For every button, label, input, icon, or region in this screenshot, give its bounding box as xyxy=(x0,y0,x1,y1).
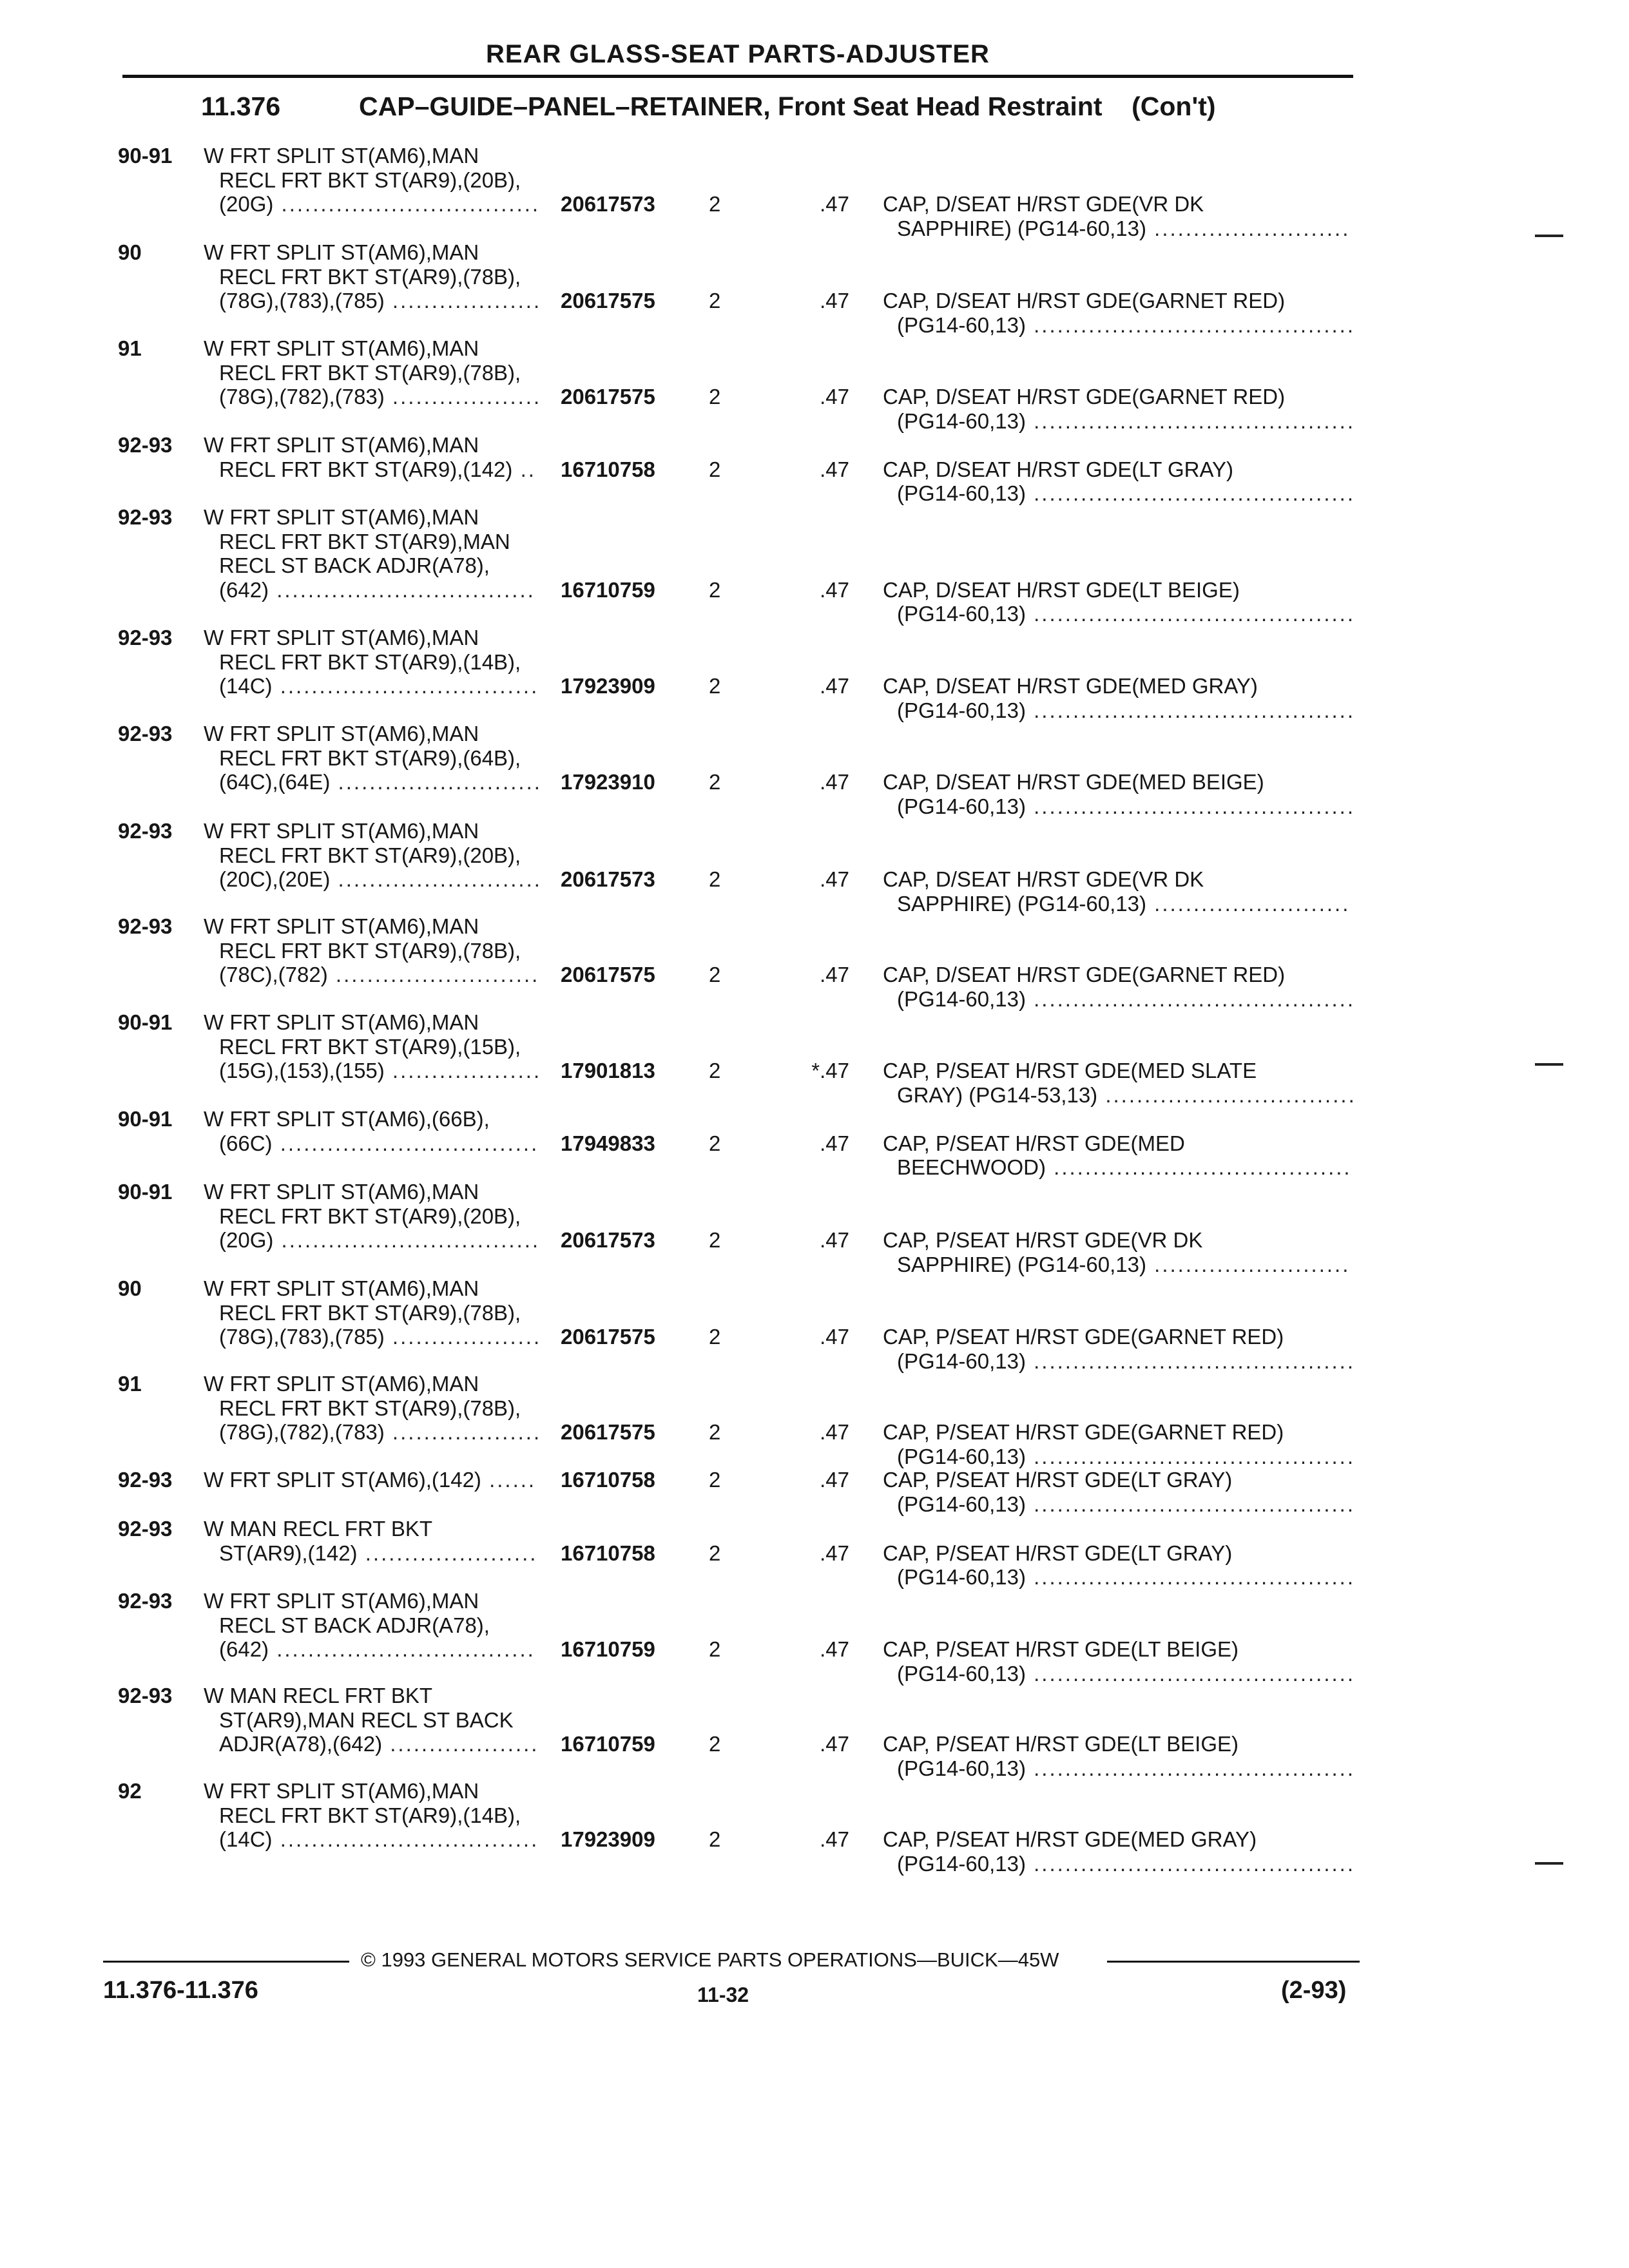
part-name: CAP, P/SEAT H/RST GDE(MED SLATE xyxy=(883,1059,1257,1083)
quantity: 2 xyxy=(709,457,721,481)
part-name: CAP, P/SEAT H/RST GDE(LT GRAY) xyxy=(883,1541,1233,1565)
usage-description: RECL FRT BKT ST(AR9),(142) .. xyxy=(219,457,536,481)
model-years: 92-93 xyxy=(118,1684,173,1707)
quantity: 2 xyxy=(709,385,721,409)
usage-description: W FRT SPLIT ST(AM6),MAN xyxy=(204,1180,479,1204)
price: .47 xyxy=(820,457,849,481)
usage-description: ADJR(A78),(642) ................... xyxy=(219,1732,539,1756)
price: .47 xyxy=(820,1827,849,1852)
part-name: CAP, D/SEAT H/RST GDE(GARNET RED) xyxy=(883,289,1286,313)
part-name: (PG14-60,13) ......................................... xyxy=(897,1565,1356,1590)
usage-description: W MAN RECL FRT BKT xyxy=(204,1517,433,1541)
price: .47 xyxy=(820,963,849,987)
part-number: 16710759 xyxy=(561,1732,655,1756)
quantity: 2 xyxy=(709,289,721,313)
usage-description: ST(AR9),(142) ...................... xyxy=(219,1541,538,1565)
price: .47 xyxy=(820,1541,849,1565)
usage-description: (78C),(782) .......................... xyxy=(219,963,540,987)
part-name: (PG14-60,13) ......................................... xyxy=(897,1661,1356,1686)
model-years: 92-93 xyxy=(118,1589,173,1613)
part-number: 17949833 xyxy=(561,1131,655,1155)
part-name: (PG14-60,13) ......................................... xyxy=(897,1349,1356,1373)
usage-description: (78G),(783),(785) ................... xyxy=(219,289,542,313)
quantity: 2 xyxy=(709,1228,721,1253)
usage-description: (642) ................................. xyxy=(219,1637,535,1662)
footer-range: 11.376-11.376 xyxy=(103,1977,258,2004)
usage-description: RECL FRT BKT ST(AR9),(14B), xyxy=(219,649,521,674)
model-years: 92-93 xyxy=(118,1517,173,1541)
part-name: (PG14-60,13) ......................................... xyxy=(897,1756,1356,1780)
quantity: 2 xyxy=(709,1131,721,1155)
part-name: CAP, P/SEAT H/RST GDE(LT BEIGE) xyxy=(883,1637,1239,1662)
margin-mark xyxy=(1535,1862,1563,1865)
usage-description: (66C) ................................. xyxy=(219,1131,539,1155)
usage-description: RECL FRT BKT ST(AR9),(15B), xyxy=(219,1034,521,1059)
model-years: 90 xyxy=(118,240,142,264)
usage-description: RECL FRT BKT ST(AR9),(78B), xyxy=(219,1300,521,1325)
part-number: 17923909 xyxy=(561,674,655,698)
usage-description: W FRT SPLIT ST(AM6),MAN xyxy=(204,240,479,264)
model-years: 90-91 xyxy=(118,1010,173,1034)
group-continued: (Con't) xyxy=(1132,91,1216,121)
model-years: 92-93 xyxy=(118,1468,173,1492)
quantity: 2 xyxy=(709,577,721,602)
part-name: CAP, D/SEAT H/RST GDE(MED BEIGE) xyxy=(883,770,1264,794)
usage-description: RECL FRT BKT ST(AR9),(78B), xyxy=(219,264,521,289)
usage-description: W FRT SPLIT ST(AM6),MAN xyxy=(204,505,479,529)
part-name: CAP, P/SEAT H/RST GDE(VR DK xyxy=(883,1228,1203,1253)
part-name: (PG14-60,13) ......................................... xyxy=(897,312,1356,337)
price: .47 xyxy=(820,867,849,892)
quantity: 2 xyxy=(709,1059,721,1083)
usage-description: W FRT SPLIT ST(AM6),(142) ...... xyxy=(204,1468,537,1492)
part-name: SAPPHIRE) (PG14-60,13) ......................... xyxy=(897,1252,1351,1276)
usage-description: (20G) ................................. xyxy=(219,1228,541,1253)
quantity: 2 xyxy=(709,1732,721,1756)
part-name: (PG14-60,13) ......................................... xyxy=(897,408,1356,433)
model-years: 92-93 xyxy=(118,722,173,745)
part-number: 20617573 xyxy=(561,192,655,216)
part-name: (PG14-60,13) ......................................... xyxy=(897,602,1356,626)
part-name: SAPPHIRE) (PG14-60,13) ......................... xyxy=(897,891,1351,916)
price: .47 xyxy=(820,577,849,602)
model-years: 92-93 xyxy=(118,433,173,457)
usage-description: W FRT SPLIT ST(AM6),MAN xyxy=(204,1372,479,1396)
part-name: SAPPHIRE) (PG14-60,13) ......................... xyxy=(897,216,1351,240)
usage-description: (78G),(783),(785) ................... xyxy=(219,1325,542,1349)
quantity: 2 xyxy=(709,192,721,216)
footer-rule xyxy=(1107,1961,1360,1963)
price: .47 xyxy=(820,1420,849,1445)
part-name: CAP, P/SEAT H/RST GDE(GARNET RED) xyxy=(883,1325,1284,1349)
usage-description: (64C),(64E) .......................... xyxy=(219,770,542,794)
usage-description: W FRT SPLIT ST(AM6),MAN xyxy=(204,433,479,457)
usage-description: RECL FRT BKT ST(AR9),(78B), xyxy=(219,360,521,385)
price: .47 xyxy=(820,770,849,794)
quantity: 2 xyxy=(709,963,721,987)
model-years: 91 xyxy=(118,1372,142,1396)
part-name: (PG14-60,13) ......................................... xyxy=(897,1851,1356,1876)
quantity: 2 xyxy=(709,1468,721,1492)
part-number: 20617573 xyxy=(561,1228,655,1253)
usage-description: (20G) ................................. xyxy=(219,192,541,216)
footer-copyright: © 1993 GENERAL MOTORS SERVICE PARTS OPERATIONS—BUICK—45W xyxy=(361,1948,1059,1971)
footer-rule xyxy=(103,1961,349,1963)
margin-mark xyxy=(1535,1063,1563,1066)
usage-description: ST(AR9),MAN RECL ST BACK xyxy=(219,1707,514,1732)
usage-description: W FRT SPLIT ST(AM6),MAN xyxy=(204,1010,479,1034)
price: .47 xyxy=(820,1637,849,1662)
usage-description: (15G),(153),(155) ................... xyxy=(219,1059,542,1083)
part-number: 16710759 xyxy=(561,577,655,602)
model-years: 92-93 xyxy=(118,505,173,529)
usage-description: W FRT SPLIT ST(AM6),MAN xyxy=(204,626,479,649)
usage-description: W FRT SPLIT ST(AM6),(66B), xyxy=(204,1107,490,1131)
usage-description: (14C) ................................. xyxy=(219,674,539,698)
usage-description: RECL FRT BKT ST(AR9),MAN xyxy=(219,529,510,553)
part-name: (PG14-60,13) ......................................... xyxy=(897,698,1356,722)
part-name: CAP, D/SEAT H/RST GDE(VR DK xyxy=(883,192,1204,216)
usage-description: (78G),(782),(783) ................... xyxy=(219,385,542,409)
part-name: CAP, D/SEAT H/RST GDE(LT BEIGE) xyxy=(883,577,1240,602)
quantity: 2 xyxy=(709,1541,721,1565)
model-years: 92-93 xyxy=(118,819,173,843)
part-number: 20617575 xyxy=(561,963,655,987)
quantity: 2 xyxy=(709,770,721,794)
price: .47 xyxy=(820,289,849,313)
usage-description: RECL FRT BKT ST(AR9),(78B), xyxy=(219,938,521,963)
usage-description: W FRT SPLIT ST(AM6),MAN xyxy=(204,1589,479,1613)
quantity: 2 xyxy=(709,674,721,698)
model-years: 92 xyxy=(118,1779,142,1803)
part-number: 17901813 xyxy=(561,1059,655,1083)
usage-description: RECL FRT BKT ST(AR9),(64B), xyxy=(219,745,521,770)
usage-description: W FRT SPLIT ST(AM6),MAN xyxy=(204,336,479,360)
page-number: 11-32 xyxy=(697,1983,749,2006)
usage-description: W MAN RECL FRT BKT xyxy=(204,1684,433,1707)
part-name: CAP, P/SEAT H/RST GDE(LT GRAY) xyxy=(883,1468,1233,1492)
part-name: (PG14-60,13) ......................................... xyxy=(897,794,1356,818)
price: .47 xyxy=(820,1468,849,1492)
part-name: CAP, D/SEAT H/RST GDE(LT GRAY) xyxy=(883,457,1234,481)
price: *.47 xyxy=(811,1059,849,1083)
part-name: CAP, P/SEAT H/RST GDE(LT BEIGE) xyxy=(883,1732,1239,1756)
usage-description: W FRT SPLIT ST(AM6),MAN xyxy=(204,1276,479,1300)
usage-description: (14C) ................................. xyxy=(219,1827,539,1852)
part-name: CAP, D/SEAT H/RST GDE(VR DK xyxy=(883,867,1204,892)
usage-description: RECL FRT BKT ST(AR9),(14B), xyxy=(219,1803,521,1827)
price: .47 xyxy=(820,385,849,409)
part-name: GRAY) (PG14-53,13) ................................ xyxy=(897,1082,1356,1107)
quantity: 2 xyxy=(709,1827,721,1852)
model-years: 90-91 xyxy=(118,144,173,168)
usage-description: (20C),(20E) .......................... xyxy=(219,867,542,892)
group-title-text: CAP–GUIDE–PANEL–RETAINER, Front Seat Head Restraint xyxy=(359,91,1103,121)
part-number: 16710759 xyxy=(561,1637,655,1662)
part-name: CAP, P/SEAT H/RST GDE(MED GRAY) xyxy=(883,1827,1257,1852)
part-number: 17923909 xyxy=(561,1827,655,1852)
part-name: CAP, D/SEAT H/RST GDE(MED GRAY) xyxy=(883,674,1258,698)
usage-description: W FRT SPLIT ST(AM6),MAN xyxy=(204,819,479,843)
usage-description: W FRT SPLIT ST(AM6),MAN xyxy=(204,1779,479,1803)
model-years: 90-91 xyxy=(118,1107,173,1131)
usage-description: W FRT SPLIT ST(AM6),MAN xyxy=(204,914,479,938)
part-number: 20617575 xyxy=(561,1325,655,1349)
quantity: 2 xyxy=(709,867,721,892)
part-number: 17923910 xyxy=(561,770,655,794)
part-number: 16710758 xyxy=(561,1468,655,1492)
part-name: CAP, P/SEAT H/RST GDE(GARNET RED) xyxy=(883,1420,1284,1445)
part-name: BEECHWOOD) ...................................... xyxy=(897,1155,1352,1180)
part-name: (PG14-60,13) ......................................... xyxy=(897,481,1356,506)
page-title: REAR GLASS-SEAT PARTS-ADJUSTER xyxy=(486,40,990,68)
price: .47 xyxy=(820,192,849,216)
part-number: 16710758 xyxy=(561,1541,655,1565)
footer-date: (2-93) xyxy=(1281,1977,1347,2004)
price: .47 xyxy=(820,674,849,698)
part-number: 20617575 xyxy=(561,1420,655,1445)
usage-description: RECL FRT BKT ST(AR9),(20B), xyxy=(219,1204,521,1228)
usage-description: RECL FRT BKT ST(AR9),(20B), xyxy=(219,168,521,192)
part-number: 16710758 xyxy=(561,457,655,481)
part-number: 20617575 xyxy=(561,385,655,409)
part-name: (PG14-60,13) ......................................... xyxy=(897,986,1356,1011)
price: .47 xyxy=(820,1732,849,1756)
price: .47 xyxy=(820,1131,849,1155)
part-number: 20617573 xyxy=(561,867,655,892)
part-name: CAP, P/SEAT H/RST GDE(MED xyxy=(883,1131,1185,1155)
model-years: 92-93 xyxy=(118,914,173,938)
part-name: CAP, D/SEAT H/RST GDE(GARNET RED) xyxy=(883,385,1286,409)
part-name: (PG14-60,13) ......................................... xyxy=(897,1444,1356,1468)
model-years: 92-93 xyxy=(118,626,173,649)
part-name: (PG14-60,13) ......................................... xyxy=(897,1492,1356,1516)
price: .47 xyxy=(820,1228,849,1253)
usage-description: (78G),(782),(783) ................... xyxy=(219,1420,542,1445)
price: .47 xyxy=(820,1325,849,1349)
model-years: 90 xyxy=(118,1276,142,1300)
model-years: 91 xyxy=(118,336,142,360)
usage-description: RECL FRT BKT ST(AR9),(20B), xyxy=(219,843,521,867)
group-number: 11.376 xyxy=(201,91,281,121)
usage-description: (642) ................................. xyxy=(219,577,535,602)
usage-description: RECL ST BACK ADJR(A78), xyxy=(219,553,490,578)
usage-description: RECL ST BACK ADJR(A78), xyxy=(219,1613,490,1637)
part-name: CAP, D/SEAT H/RST GDE(GARNET RED) xyxy=(883,963,1286,987)
usage-description: W FRT SPLIT ST(AM6),MAN xyxy=(204,722,479,745)
quantity: 2 xyxy=(709,1637,721,1662)
usage-description: W FRT SPLIT ST(AM6),MAN xyxy=(204,144,479,168)
quantity: 2 xyxy=(709,1420,721,1445)
model-years: 90-91 xyxy=(118,1180,173,1204)
margin-mark xyxy=(1535,235,1563,237)
quantity: 2 xyxy=(709,1325,721,1349)
usage-description: RECL FRT BKT ST(AR9),(78B), xyxy=(219,1396,521,1420)
part-number: 20617575 xyxy=(561,289,655,313)
